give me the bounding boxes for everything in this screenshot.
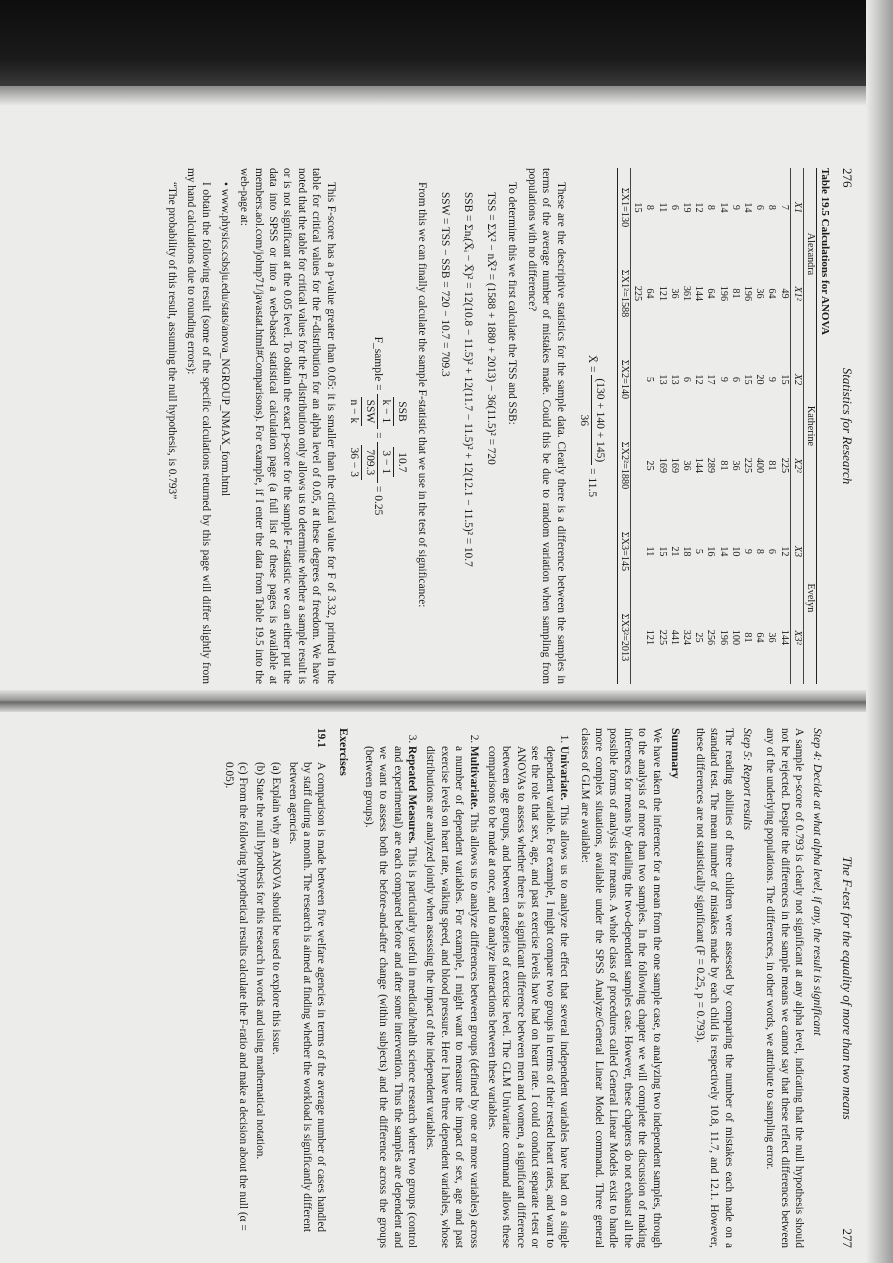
equals-sign: = bbox=[371, 432, 384, 439]
table-cell: 12 bbox=[693, 202, 705, 213]
table-cell: 10 bbox=[729, 546, 741, 557]
exercise-parts bbox=[222, 762, 284, 1248]
section-heading: Step 4: Decide at what alpha level, if any, the result is significant bbox=[811, 728, 825, 1036]
table-cell: 81 bbox=[729, 288, 741, 299]
table-cell: 8 bbox=[754, 548, 766, 554]
grand-mean-result: = 11.5 bbox=[585, 468, 598, 498]
page-number: 277 bbox=[840, 1228, 855, 1248]
url-text: www.physics.csbsju.edu/stats/anova_NGROUP_NMAX_form.html bbox=[218, 188, 231, 497]
paragraph: I obtain the following result (some of the specific calculations returned by this page will differ slightly from my hand calculations due to rounding errors): bbox=[185, 168, 212, 684]
right-page bbox=[55, 728, 855, 1248]
paragraph: The reading abilities of three children were assessed by comparing the number of mistakes each made on a standard test. The mean number of mistakes made by each child is respectively 10.8, 11.7, and 12.1. However, these differences are not statistically significant (F = 0.25, p = 0.793). bbox=[693, 728, 735, 1248]
table-cell: 324 bbox=[680, 629, 692, 646]
denominator bbox=[346, 442, 377, 484]
table-cell: 36 bbox=[680, 460, 692, 471]
table-cell: 144 bbox=[693, 457, 705, 474]
table-cell: 169 bbox=[656, 457, 668, 474]
table-cell: 144 bbox=[778, 629, 790, 646]
paragraph: From this we can finally calculate the sample F-statistic that we use in the test of significance: bbox=[416, 182, 429, 608]
term: SSW bbox=[361, 397, 377, 427]
table-cell: 36 bbox=[729, 460, 741, 471]
table-cell: 6 bbox=[754, 204, 766, 210]
total-cell: ΣX2=140 bbox=[617, 340, 630, 419]
table-cell: 15 bbox=[632, 202, 644, 213]
table-cell: 196 bbox=[717, 285, 729, 302]
table-cell: 289 bbox=[705, 457, 717, 474]
table-row bbox=[668, 168, 680, 684]
table-row bbox=[643, 168, 655, 684]
table-row bbox=[765, 168, 777, 684]
table-cell: 6 bbox=[766, 548, 778, 554]
table-cell: 225 bbox=[656, 629, 668, 646]
table-cell: 25 bbox=[693, 632, 705, 643]
table-cell: 8 bbox=[705, 204, 717, 210]
table-cell: 13 bbox=[668, 374, 680, 385]
anova-calculation-table bbox=[617, 168, 831, 684]
running-head: The F-test for the equality of more than two means bbox=[840, 856, 855, 1120]
total-cell: ΣX3²=2013 bbox=[617, 591, 630, 684]
table-cell: 64 bbox=[754, 632, 766, 643]
left-page bbox=[55, 168, 855, 684]
table-row bbox=[704, 168, 716, 684]
term: 3 − 1 bbox=[379, 450, 392, 475]
column-header: X3 bbox=[790, 512, 803, 591]
table-cell bbox=[630, 340, 643, 419]
term: 36 − 3 bbox=[347, 447, 360, 478]
table-cell: 81 bbox=[717, 460, 729, 471]
fraction bbox=[346, 394, 409, 430]
column-header: X2 bbox=[790, 340, 803, 419]
paragraph: We have taken the inference for a mean from the one sample case, to analyzing two independent samples, through to the analysis of more than two samples. In the following chapter we will complete the discussion of making inferences for means by detailing the two-dependent samples case. However, these chapters do not exhaust all the possible forms of analysis for means. A whole class of procedures called General Linear Models exist to handle more complex situations, available under the SPSS Analyze/General Linear Model command. Three general classes of GLM are available: bbox=[578, 728, 663, 1248]
table-cell: 14 bbox=[717, 546, 729, 557]
table-cell: 9 bbox=[717, 376, 729, 382]
f-statistic-equation bbox=[346, 168, 409, 684]
numerator bbox=[377, 442, 409, 484]
exercise-part: (c) From the following hypothetical results calculate the F-ratio and make a decision about the null (α = 0.05). bbox=[223, 762, 250, 1231]
table-row bbox=[741, 168, 753, 684]
exercise-number: 19.1 bbox=[315, 728, 328, 748]
table-row bbox=[753, 168, 765, 684]
table-cell: 225 bbox=[778, 457, 790, 474]
table-row bbox=[729, 168, 741, 684]
quotation: “The probability of this result, assuming the null hypothesis, is 0.793” bbox=[166, 182, 179, 500]
paragraph: This F-score has a p-value greater than 0.05: it is smaller than the critical value for F of 3.32, printed in the table for critical values for the F-distribution for an alpha level of 0.05, at these degrees of freedom. We have noted that the table for critical values for the F-distribution only allows us to determine whether a sample result is or is not significant at the 0.05 level. To obtain the exact p-score for the sample F-statistic we can either put the data into SPSS or into a web-based statistical calculation page (a full list of these pages is available at members.aol.com/johnp71/javastat.html#Comparisons). For example, if I enter the data from Table 19.5 into the web-page at: bbox=[238, 168, 337, 684]
table-cell: 6 bbox=[668, 204, 680, 210]
table-row bbox=[680, 168, 692, 684]
column-header: X3² bbox=[790, 591, 803, 684]
table-cell: 9 bbox=[741, 548, 753, 554]
bullet-url: • www.physics.csbsju.edu/stats/anova_NGROUP_NMAX_form.html bbox=[218, 182, 231, 497]
total-cell: ΣX2²=1880 bbox=[617, 419, 630, 512]
table-cell: 17 bbox=[705, 374, 717, 385]
item-text: This allows us to analyze the effect that several independent variables have had on a single dependent variable. For example, I might compare two groups in terms of their rested heart rates, and want to see the role that sex, age, and past exercise levels have had on heart rate. I could conduct separate t-test or ANOVAs to assess whether there is a significant difference between men and women, a significant difference between age groups, and between categories of exercise level. The GLM Univariate command allows these comparisons to be made at once, and to analyze interactions between these variables. bbox=[486, 746, 571, 1248]
table-cell: 144 bbox=[693, 285, 705, 302]
item-text: This is particularly useful in medical/health science research where two groups (control and experimental) are each compared before and after some intervention. Thus the samples are dependent and we want to assess both the before-and-after change (within subjects) and the difference across the groups (between groups). bbox=[362, 746, 419, 1248]
table-cell: 36 bbox=[754, 288, 766, 299]
table-cell: 49 bbox=[778, 288, 790, 299]
left-page-header bbox=[833, 168, 855, 684]
column-header: X2² bbox=[790, 419, 803, 512]
table-body bbox=[630, 168, 790, 684]
table-cell: 169 bbox=[668, 457, 680, 474]
table-cell: 8 bbox=[644, 204, 656, 210]
fraction bbox=[346, 442, 409, 484]
term: Repeated Measures. bbox=[406, 746, 419, 844]
glm-list bbox=[361, 728, 571, 1248]
paragraph: These are the descriptive statistics for the sample data. Clearly there is a difference between the samples in terms of the average number of mistakes made. Could this be due to random variation when sampling from populations with no difference? bbox=[525, 168, 567, 684]
table-cell: 5 bbox=[693, 548, 705, 554]
table-cell bbox=[630, 591, 643, 684]
table-cell: 11 bbox=[656, 202, 668, 213]
table-row bbox=[655, 168, 667, 684]
exercises-heading: Exercises bbox=[337, 728, 352, 776]
table-cell: 64 bbox=[705, 288, 717, 299]
term: n − k bbox=[347, 399, 360, 424]
exercise-part: (a) Explain why an ANOVA should be used to explore this issue. bbox=[270, 762, 283, 1055]
page-edge-right bbox=[866, 0, 893, 1263]
grand-mean-symbol: X̄ = bbox=[585, 354, 598, 373]
table-cell: 36 bbox=[668, 288, 680, 299]
table-cell: 18 bbox=[680, 546, 692, 557]
right-page-header bbox=[833, 728, 855, 1248]
denominator bbox=[346, 394, 377, 430]
section-heading: Step 5: Report results bbox=[740, 728, 755, 831]
exercise bbox=[285, 728, 328, 1248]
exercise-part: (b) State the null hypothesis for this research in words and using mathematical notation. bbox=[253, 762, 266, 1160]
table-cell: 64 bbox=[644, 288, 656, 299]
table-cell: 25 bbox=[644, 460, 656, 471]
table-cell: 5 bbox=[644, 376, 656, 382]
table-cell: 121 bbox=[644, 629, 656, 646]
table-cell: 16 bbox=[705, 546, 717, 557]
table-cell: 20 bbox=[754, 374, 766, 385]
term: 709.3 bbox=[361, 445, 377, 481]
denominator: 36 bbox=[577, 414, 590, 427]
summary-heading: Summary bbox=[668, 728, 683, 779]
table-cell: 6 bbox=[680, 376, 692, 382]
paragraph: To determine this we first calculate the TSS and SSB: bbox=[505, 182, 518, 425]
table-cell: 15 bbox=[778, 374, 790, 385]
table-cell: 100 bbox=[729, 629, 741, 646]
table-cell bbox=[630, 419, 643, 512]
table-cell bbox=[630, 512, 643, 591]
table-row bbox=[777, 168, 790, 684]
page-edge-shading bbox=[0, 86, 893, 106]
table-cell: 196 bbox=[717, 629, 729, 646]
column-header: X1² bbox=[790, 247, 803, 340]
item-text: This allows us to analyze differences between groups (defined by one or more variables) across a number of dependent variables. For example, I might want to measure the impact of sex, age and past exercise levels on heart rate, walking speed, and blood pressure. Here I have three dependent variables, whose distributions are analyzed jointly when assessing the impact of the independent variables. bbox=[424, 746, 480, 1248]
table-cell: 9 bbox=[729, 204, 741, 210]
totals-row bbox=[617, 168, 630, 684]
f-sample-symbol: F_sample = bbox=[371, 336, 384, 391]
table-cell: 6 bbox=[729, 376, 741, 382]
f-result: = 0.25 bbox=[371, 485, 384, 516]
column-header: X1 bbox=[790, 168, 803, 247]
table-cell: 12 bbox=[693, 374, 705, 385]
exercise-text: A comparison is made between five welfare agencies in terms of the average number of cases handled by staff during a month. The research is aimed at finding whether the workload is significantly different between agencies. bbox=[286, 762, 328, 1232]
group-header: Katherine bbox=[803, 340, 816, 512]
table-cell: 21 bbox=[668, 546, 680, 557]
table-cell: 225 bbox=[741, 457, 753, 474]
table-cell: 400 bbox=[754, 457, 766, 474]
table-cell: 361 bbox=[680, 285, 692, 302]
table-cell: 64 bbox=[766, 288, 778, 299]
list-item bbox=[485, 746, 571, 1248]
table-cell: 15 bbox=[656, 546, 668, 557]
numerator bbox=[377, 394, 409, 430]
table-cell: 8 bbox=[766, 204, 778, 210]
table-cell: 81 bbox=[741, 632, 753, 643]
numerator: (130 + 140 + 145) bbox=[591, 375, 607, 465]
total-cell: ΣX1²=1588 bbox=[617, 247, 630, 340]
grand-mean-equation bbox=[576, 168, 607, 684]
term: k − 1 bbox=[379, 399, 392, 424]
book-spine-gutter bbox=[0, 690, 893, 712]
table-cell: 12 bbox=[778, 546, 790, 557]
table-cell: 13 bbox=[656, 374, 668, 385]
term: Univariate. bbox=[558, 746, 571, 801]
table-row bbox=[692, 168, 704, 684]
table-cell: 196 bbox=[741, 285, 753, 302]
term: 10.7 bbox=[393, 447, 409, 477]
list-item bbox=[361, 746, 419, 1248]
table-row bbox=[630, 168, 643, 684]
table-cell: 14 bbox=[717, 202, 729, 213]
running-head: Statistics for Research bbox=[840, 367, 855, 485]
total-cell: ΣX3=145 bbox=[617, 512, 630, 591]
ssb-equation: SSB = Σnᵢ(X̄ᵢ − X̄)² = 12(10.8 − 11.5)² + 12(11.7 − 11.5)² + 12(12.1 − 11.5)² = 10.7 bbox=[462, 192, 475, 567]
table-cell: 14 bbox=[741, 202, 753, 213]
group-header: Alexandra bbox=[803, 168, 816, 340]
total-cell: ΣX1=130 bbox=[617, 168, 630, 247]
table-cell: 36 bbox=[766, 632, 778, 643]
list-item bbox=[423, 746, 481, 1248]
table-cell: 7 bbox=[778, 204, 790, 210]
ssw-equation: SSW = TSS − SSB = 720 − 10.7 = 709.3 bbox=[439, 192, 452, 377]
table-caption: Table 19.5 Calculations for ANOVA bbox=[819, 168, 831, 335]
table-cell: 121 bbox=[656, 285, 668, 302]
table-cell: 81 bbox=[766, 460, 778, 471]
table-row bbox=[716, 168, 728, 684]
table-cell: 441 bbox=[668, 629, 680, 646]
term: SSB bbox=[393, 397, 409, 427]
table-cell: 19 bbox=[680, 202, 692, 213]
table-cell: 225 bbox=[632, 285, 644, 302]
paragraph: A sample p-score of 0.793 is clearly not significant at any alpha level, indicating that the null hypothesis should not be rejected. Despite the differences in the sample means we cannot say that these reflect differences between any of the underlying populations. The differences, in other words, we attribute to sampling error. bbox=[764, 728, 805, 1248]
table-cell: 11 bbox=[644, 546, 656, 557]
term: Multivariate. bbox=[467, 746, 480, 810]
table-cell: 9 bbox=[766, 376, 778, 382]
group-header: Evelyn bbox=[803, 512, 816, 684]
table-cell: 15 bbox=[741, 374, 753, 385]
tss-equation: TSS = ΣX² − nX̄² = (1588 + 1880 + 2013) − 36(11.5)² = 720 bbox=[485, 192, 498, 465]
scanner-shadow-top bbox=[0, 0, 893, 86]
table-cell: 256 bbox=[705, 629, 717, 646]
page-number: 276 bbox=[840, 168, 855, 188]
fraction bbox=[576, 375, 607, 465]
